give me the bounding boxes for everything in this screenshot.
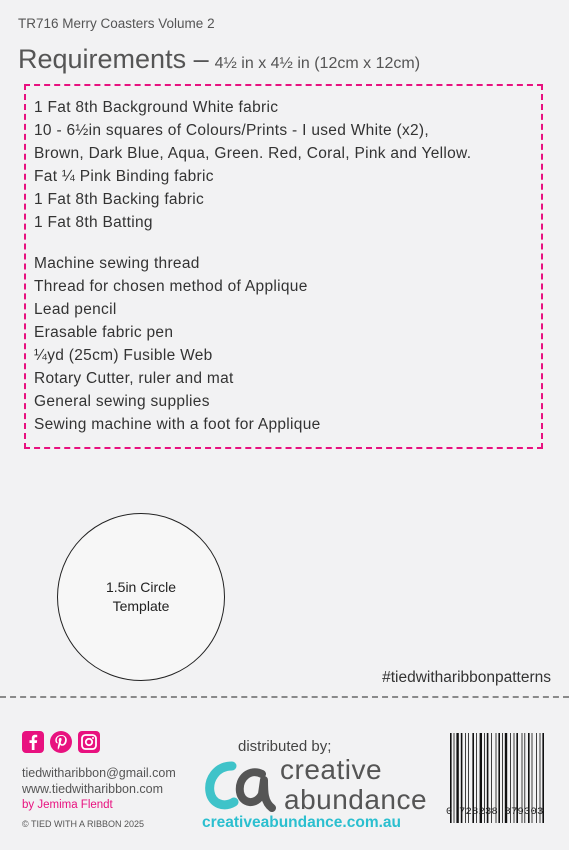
distributor-logo bbox=[202, 738, 438, 830]
finished-size: 4½ in x 4½ in (12cm x 12cm) bbox=[214, 55, 421, 72]
header-code: TR716 Merry Coasters Volume 2 bbox=[18, 16, 215, 31]
list-item: General sewing supplies bbox=[34, 393, 210, 410]
fabric-list bbox=[34, 96, 541, 234]
copyright: © TIED WITH A RIBBON 2025 bbox=[22, 819, 145, 829]
author: by Jemima Flendt bbox=[22, 799, 113, 811]
supplies-list bbox=[34, 252, 541, 436]
list-item: 1 Fat 8th Backing fabric bbox=[34, 191, 205, 208]
list-item: ¼yd (25cm) Fusible Web bbox=[34, 347, 213, 364]
page-title: Requirements – bbox=[18, 44, 209, 74]
list-item: Sewing machine with a foot for Applique bbox=[34, 416, 321, 433]
distributor-name-2: abundance bbox=[284, 784, 428, 815]
requirements-box bbox=[24, 84, 543, 449]
distributor-name-1: creative bbox=[280, 754, 383, 785]
distributor-url[interactable]: creativeabundance.com.au bbox=[202, 814, 401, 831]
contact-info bbox=[22, 765, 176, 832]
list-item: Machine sewing thread bbox=[34, 255, 200, 272]
list-item: Thread for chosen method of Applique bbox=[34, 278, 308, 295]
title-row bbox=[18, 44, 420, 75]
circle-template-label-2: Template bbox=[112, 598, 170, 614]
ca-monogram-icon bbox=[202, 752, 280, 818]
circle-template-label: 1.5in Circle bbox=[105, 579, 177, 595]
list-item: 1 Fat 8th Background White fabric bbox=[34, 99, 279, 116]
facebook-icon[interactable] bbox=[22, 731, 44, 753]
circle-template bbox=[57, 513, 225, 681]
list-item: Brown, Dark Blue, Aqua, Green. Red, Coral, Pink and Yellow. bbox=[34, 145, 472, 162]
list-item: Fat ¼ Pink Binding fabric bbox=[34, 168, 214, 185]
hashtag: #tiedwitharibbonpatterns bbox=[382, 669, 551, 686]
distributor-label: distributed by; bbox=[238, 738, 332, 755]
instagram-icon[interactable] bbox=[78, 731, 100, 753]
footer-divider bbox=[0, 696, 569, 698]
list-item: 10 - 6½in squares of Colours/Prints - I used White (x2), bbox=[34, 122, 429, 139]
email-link[interactable]: tiedwitharibbon@gmail.com bbox=[22, 766, 176, 780]
list-item: Rotary Cutter, ruler and mat bbox=[34, 370, 234, 387]
list-item: Lead pencil bbox=[34, 301, 117, 318]
social-icons bbox=[22, 731, 100, 753]
pinterest-icon[interactable] bbox=[50, 731, 72, 753]
barcode-digits: 0 728238 879303 bbox=[446, 806, 544, 818]
website-link[interactable]: www.tiedwitharibbon.com bbox=[22, 782, 164, 796]
list-item: Erasable fabric pen bbox=[34, 324, 174, 341]
list-item: 1 Fat 8th Batting bbox=[34, 214, 153, 231]
